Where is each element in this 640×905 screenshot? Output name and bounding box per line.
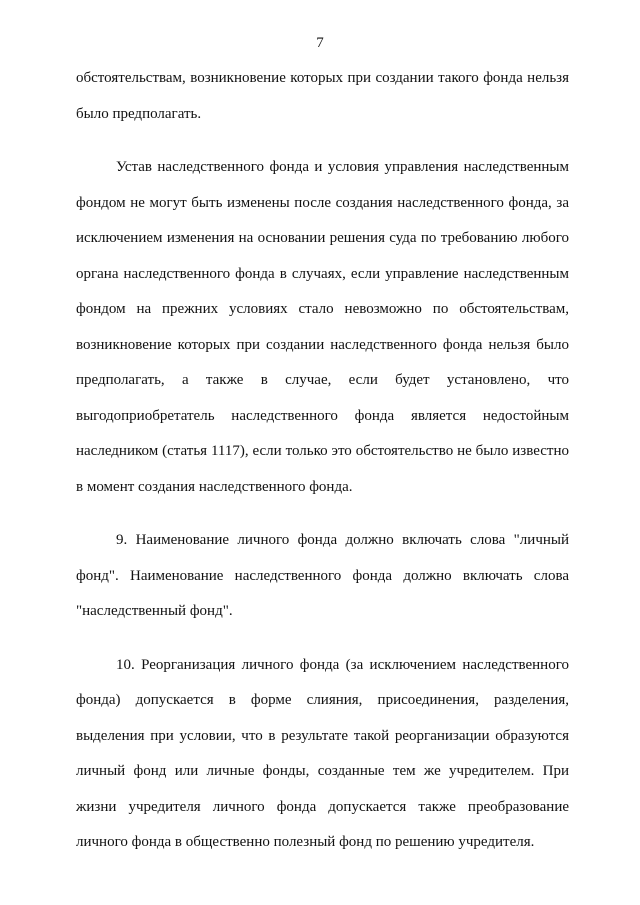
page-number: 7 bbox=[316, 35, 324, 51]
document-body bbox=[76, 61, 569, 861]
paragraph-continuation: обстоятельствам, возникновение которых при создании такого фонда нельзя было предполагать. bbox=[76, 70, 569, 122]
paragraph-item-9: 9. Наименование личного фонда должно включать слова "личный фонд". Наименование наследственного фонда должно включать слова "наследственный фонд". bbox=[76, 532, 569, 619]
paragraph-item-10: 10. Реорганизация личного фонда (за исключением наследственного фонда) допускается в форме слияния, присоединения, разделения, выделения при условии, что в результате такой реорганизации образуются личный фонд или личные фонды, созданные тем же учредителем. При жизни учредителя личного фонда допускается также преобразование личного фонда в общественно полезный фонд по решению учредителя. bbox=[76, 656, 569, 850]
paragraph-charter-amendment: Устав наследственного фонда и условия управления наследственным фондом не могут быть изменены после создания наследственного фонда, за исключением изменения на основании решения суда по требованию любого органа наследственного фонда в случаях, если управление наследственным фондом на прежних условиях стало невозможно по обстоятельствам, возникновение которых при создании наследственного фонда нельзя было предполагать, а также в случае, если будет установлено, что выгодоприобретатель наследственного фонда является недостойным наследником (статья 1117), если только это обстоятельство не было известно в момент создания наследственного фонда. bbox=[76, 159, 569, 495]
